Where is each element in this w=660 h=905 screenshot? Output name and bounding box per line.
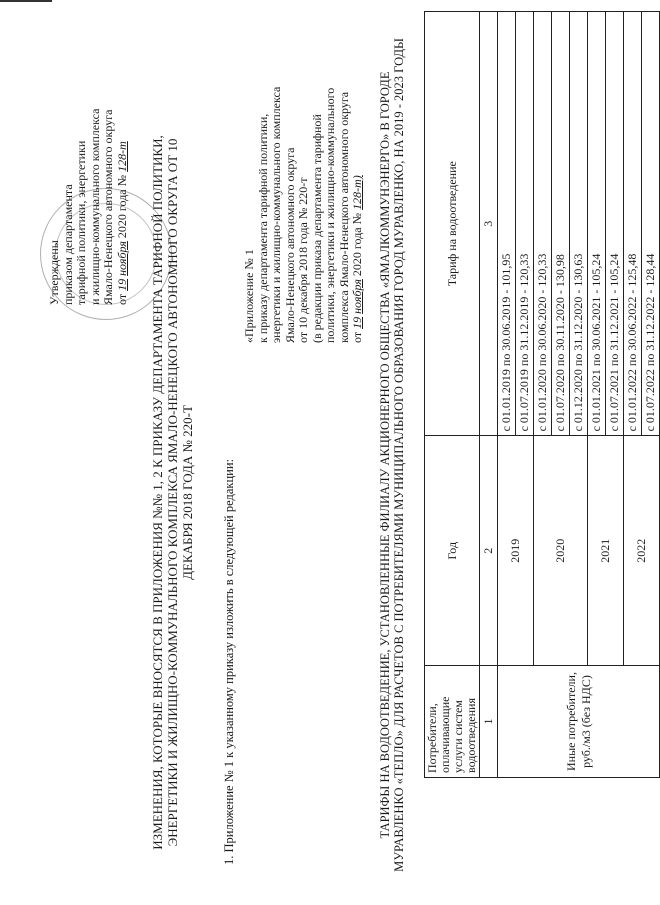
- table-row: [534, 12, 552, 778]
- tariff-cell: с 01.07.2021 по 31.12.2021 - 105,24: [606, 12, 624, 436]
- year-cell: 2021: [588, 436, 624, 666]
- approval-line: приказом департамента: [60, 184, 75, 305]
- approval-line: тарифной политики, энергетики: [74, 140, 88, 305]
- column-number: 1: [480, 666, 498, 778]
- appendix-line: (в редакции приказа департамента тарифной: [309, 114, 324, 343]
- tariff-cell: с 01.01.2021 по 30.06.2021 - 105,24: [588, 12, 606, 436]
- table-row: [498, 12, 516, 778]
- header-consumers: Потребители, оплачивающие услуги систем водоотведения: [425, 666, 480, 778]
- tariff-cell: с 01.07.2020 по 30.11.2020 - 130,98: [552, 12, 570, 436]
- approval-line: Утверждены: [47, 240, 61, 305]
- approval-number: 128-т: [114, 141, 129, 172]
- column-number: 2: [480, 436, 498, 666]
- appendix-line: политики, энергетики и жилищно-коммунального: [323, 87, 337, 343]
- consumer-cell: Иные потребители, руб./м3 (без НДС): [498, 666, 660, 778]
- tariff-cell: с 01.07.2022 по 31.12.2022 - 128,44: [642, 12, 660, 436]
- appendix-date: от 19 ноября 2020 года № 128-т): [350, 175, 364, 343]
- approval-line: Ямало-Ненецкого автономного округа: [101, 109, 115, 305]
- approval-line: и жилищно-коммунального комплекса: [87, 108, 102, 305]
- approval-month: ноября: [114, 241, 129, 276]
- appendix-line: Ямало-Ненецкого автономного округа: [282, 147, 297, 343]
- appendix-day: 19: [350, 316, 364, 329]
- approval-date: от 19 ноября 2020 года № 128-т: [114, 141, 129, 305]
- column-number-row: [480, 12, 498, 778]
- year-cell: 2020: [534, 436, 588, 666]
- table-row: [624, 12, 642, 778]
- tariff-cell: с 01.07.2019 по 31.12.2019 - 120,33: [516, 12, 534, 436]
- year-cell: 2019: [498, 436, 534, 666]
- tariff-cell: с 01.01.2020 по 30.06.2020 - 120,33: [534, 12, 552, 436]
- appendix-header: [243, 13, 365, 343]
- document-title: ИЗМЕНЕНИЯ, КОТОРЫЕ ВНОСЯТСЯ В ПРИЛОЖЕНИЯ №№ 1, 2 К ПРИКАЗУ ДЕПАРТАМЕНТА ТАРИФНОЙ ПОЛИТИКИ, ЭНЕРГЕТИКИ И ЖИЛИЩНО-КОММУНАЛЬНОГО КОМПЛЕКСА ЯМАЛО-НЕНЕЦКОГО АВТОНОМНОГО ОКРУГА ОТ 10 ДЕКАБРЯ 2018 ГОДА № 220-Т: [150, 135, 195, 850]
- header-tariff: Тариф на водоотведение: [425, 12, 480, 436]
- tariff-table: [424, 11, 660, 778]
- tariff-cell: с 01.01.2019 по 30.06.2019 - 101,95: [498, 12, 516, 436]
- table-title: ТАРИФЫ НА ВОДООТВЕДЕНИЕ, УСТАНОВЛЕННЫЕ ФИЛИАЛУ АКЦИОНЕРНОГО ОБЩЕСТВА «ЯМАЛКОММУНЭНЕРГО» В ГОРОДЕ МУРАВЛЕНКО «ТЕПЛО» ДЛЯ РАСЧЕТОВ С ПОТРЕБИТЕЛЯМИ МУНИЦИПАЛЬНОГО ОБРАЗОВАНИЯ ГОРОД МУРАВЛЕНКО, НА 2019 - 2023 ГОДЫ: [378, 38, 406, 872]
- year-cell: 2022: [624, 436, 660, 666]
- appendix-month: ноября: [350, 279, 364, 314]
- appendix-line: комплекса Ямало-Ненецкого автономного округа: [336, 91, 351, 343]
- header-year: Год: [425, 436, 480, 666]
- appendix-line: к приказу департамента тарифной политики,: [255, 113, 270, 343]
- table-row: [588, 12, 606, 778]
- appendix-line: энергетики и жилищно-коммунального комплекса: [269, 86, 283, 343]
- appendix-line: «Приложение № 1: [242, 249, 256, 343]
- tariff-cell: с 01.01.2022 по 30.06.2022 - 125,48: [624, 12, 642, 436]
- approval-block: [48, 15, 129, 305]
- approval-day: 19: [114, 278, 129, 291]
- appendix-number: 128-т): [350, 175, 364, 210]
- column-number: 3: [480, 12, 498, 436]
- appendix-line: от 10 декабря 2018 года № 220-т: [296, 177, 310, 343]
- paragraph-1: 1. Приложение № 1 к указанному приказу изложить в следующей редакции:: [222, 459, 236, 865]
- table-header-row: [425, 12, 480, 778]
- tariff-cell: с 01.12.2020 по 31.12.2020 - 130,63: [570, 12, 588, 436]
